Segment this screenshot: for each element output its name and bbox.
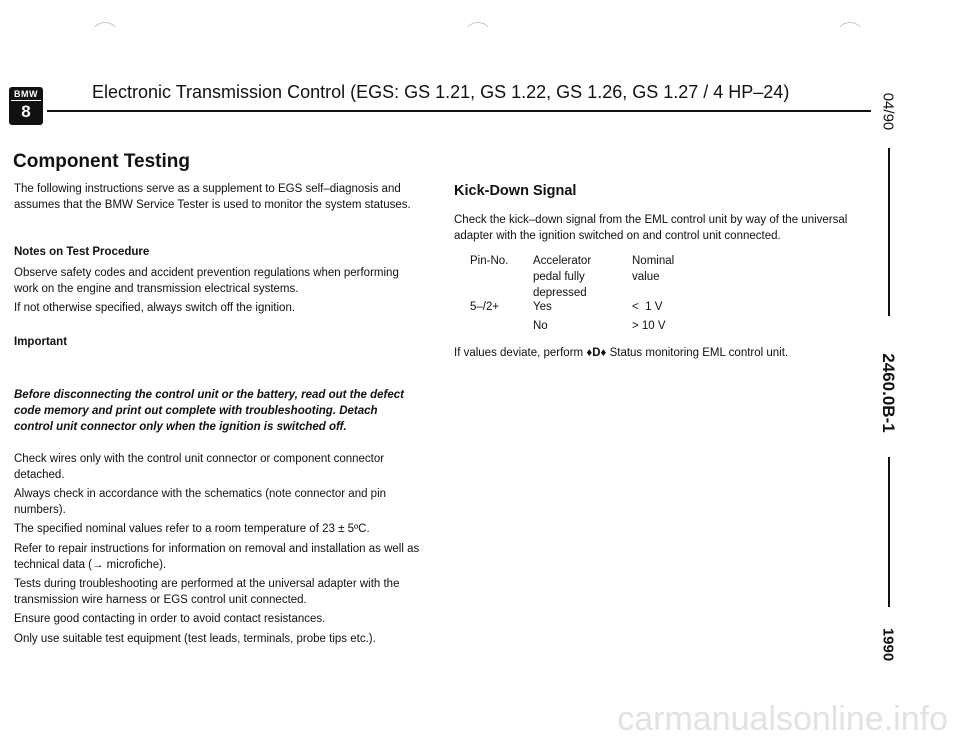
table-cell-value: > 10 V xyxy=(632,320,666,332)
table-header-pedal-line: Accelerator xyxy=(533,255,592,267)
side-divider xyxy=(888,148,890,316)
kick-down-intro: Check the kick–down signal from the EML control unit by way of the universal adapter with the ignition switched on and control unit connected. xyxy=(454,214,848,242)
table-header-pedal xyxy=(533,253,591,301)
paragraph-repair: Refer to repair instructions for information on removal and installation as well as technical data (→ microfiche). xyxy=(14,543,420,571)
side-date: 04/90 xyxy=(879,92,897,131)
side-year: 1990 xyxy=(879,627,897,662)
punch-hole-arc xyxy=(835,22,865,52)
header-divider xyxy=(47,110,871,112)
intro-paragraph: The following instructions serve as a supplement to EGS self–diagnosis and assumes that the BMW Service Tester is used to monitor the system statuses. xyxy=(14,183,411,211)
table-header-pedal-line: pedal fully xyxy=(533,271,585,283)
kick-down-heading: Kick-Down Signal xyxy=(454,183,577,199)
side-doc-code: 2460.0B-1 xyxy=(879,353,898,433)
table-cell-value: < 1 V xyxy=(632,301,663,313)
paragraph-temperature: The specified nominal values refer to a room temperature of 23 ± 5ºC. xyxy=(14,523,370,535)
table-header-pedal-line: depressed xyxy=(533,287,587,299)
punch-hole-arc xyxy=(90,22,120,52)
table-cell-pedal: No xyxy=(533,320,548,332)
deviate-instruction xyxy=(454,345,788,361)
paragraph-contact: Ensure good contacting in order to avoid contact resistances. xyxy=(14,613,326,625)
table-header-value-line: value xyxy=(632,271,660,283)
bmw-logo xyxy=(9,87,43,125)
punch-hole-arc xyxy=(463,22,493,52)
table-header-pin: Pin-No. xyxy=(470,255,509,267)
table-cell-pin: 5–/2+ xyxy=(470,301,500,313)
section-heading: Component Testing xyxy=(13,151,190,172)
notes-paragraph-ignition: If not otherwise specified, always switch off the ignition. xyxy=(14,302,296,314)
page-title: Electronic Transmission Control (EGS: GS 1.21, GS 1.22, GS 1.26, GS 1.27 / 4 HP–24) xyxy=(92,82,790,102)
table-header-value-line: Nominal xyxy=(632,255,675,267)
paragraph-schematics: Always check in accordance with the schematics (note connector and pin numbers). xyxy=(14,488,387,516)
deviate-suffix: Status monitoring EML control unit. xyxy=(609,347,789,359)
table-header-value xyxy=(632,253,674,285)
logo-number: 8 xyxy=(11,100,41,123)
notes-paragraph-safety: Observe safety codes and accident prevention regulations when performing work on the engine and transmission electrical systems. xyxy=(14,267,399,295)
logo-brand: BMW xyxy=(11,89,41,100)
important-heading: Important xyxy=(14,336,68,348)
paragraph-equipment: Only use suitable test equipment (test leads, terminals, probe tips etc.). xyxy=(14,633,376,645)
deviate-prefix: If values deviate, perform xyxy=(454,347,584,359)
notes-heading: Notes on Test Procedure xyxy=(14,246,150,258)
warning-paragraph: Before disconnecting the control unit or the battery, read out the defect code memory and print out complete with troubleshooting. Detach control unit connector only when the ignition is switched off. xyxy=(14,389,404,433)
paragraph-check-wires: Check wires only with the control unit connector or component connector detached. xyxy=(14,453,385,481)
test-step-marker: ♦D♦ xyxy=(586,347,607,359)
watermark: carmanualsonline.info xyxy=(617,700,948,738)
side-divider xyxy=(888,457,890,607)
table-cell-pedal: Yes xyxy=(533,301,552,313)
paragraph-tests: Tests during troubleshooting are performed at the universal adapter with the transmission wire harness or EGS control unit connected. xyxy=(14,578,400,606)
